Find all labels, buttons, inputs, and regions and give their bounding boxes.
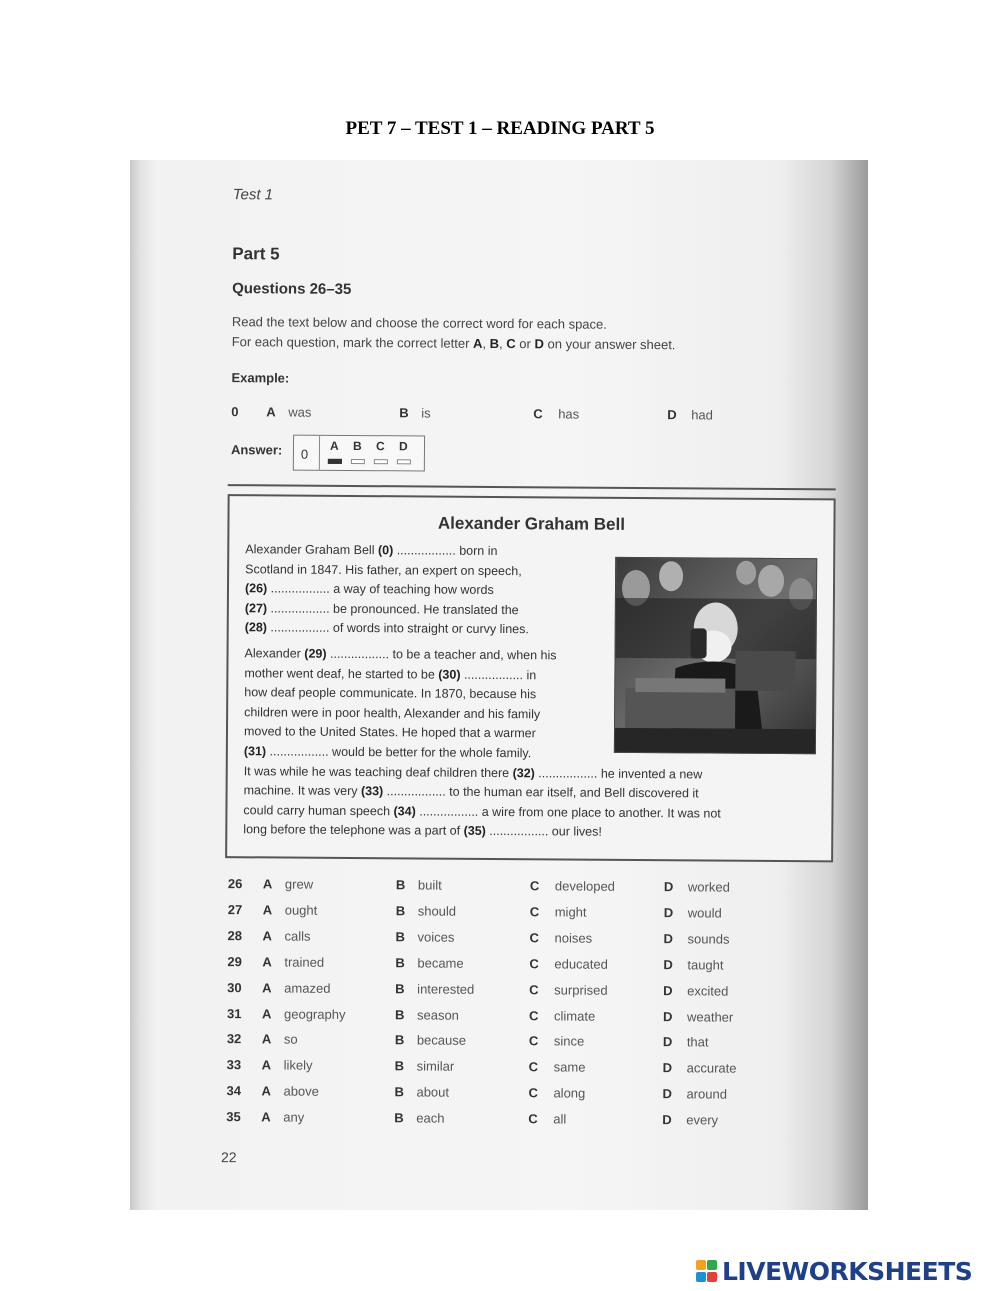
option-a: grew	[284, 876, 314, 892]
gap-number: (33)	[360, 784, 384, 799]
option-letter-a: A	[261, 1031, 272, 1047]
option-b: each	[416, 1110, 445, 1126]
option-c: along	[553, 1085, 586, 1101]
option-d: around	[686, 1086, 728, 1102]
page-number: 22	[220, 1149, 237, 1166]
question-row	[227, 1032, 787, 1056]
answer-number: 0	[300, 446, 309, 462]
gap-number: (29)	[304, 646, 327, 661]
option-letter-a: A	[261, 1109, 271, 1125]
passage-line: children were in poor health, Alexander and his family	[244, 704, 541, 722]
option-letter-a: A	[262, 979, 272, 996]
example-answer-box	[293, 435, 425, 472]
option-letter-d: D	[663, 982, 673, 998]
option-letter-a: A	[261, 1083, 271, 1099]
option-letter-c: C	[529, 878, 540, 894]
passage-line: Alexander Graham Bell (0) ................. born in	[245, 542, 498, 558]
question-number: 32	[226, 1031, 242, 1047]
option-letter-c: C	[528, 1007, 539, 1023]
option-b: became	[417, 955, 464, 971]
option-b: similar	[416, 1058, 455, 1075]
option-letter-d: D	[663, 956, 673, 972]
answer-letter-c: C	[375, 439, 385, 454]
passage-line: (28) ................. of words into straight or curvy lines.	[244, 620, 529, 637]
gap-number: (26)	[244, 581, 268, 596]
option-letter-b: B	[394, 1006, 405, 1022]
example-row: 0 A was B is C has D had	[231, 404, 713, 423]
option-c: climate	[553, 1007, 596, 1024]
option-b: should	[417, 903, 457, 919]
question-number: 29	[227, 953, 242, 969]
option-a: so	[283, 1031, 298, 1048]
answer-letter-b: B	[352, 438, 362, 454]
option-c: same	[553, 1059, 586, 1075]
answer-slot-a	[328, 459, 342, 464]
option-letter-d: D	[663, 930, 674, 947]
gap-number: (31)	[243, 744, 267, 759]
option-letter-d: D	[662, 1008, 673, 1024]
option-letter-a: A	[262, 876, 273, 892]
option-letter-b: B	[395, 929, 406, 945]
option-a: geography	[283, 1006, 346, 1022]
document-header: PET 7 – TEST 1 – READING PART 5	[345, 118, 655, 139]
scanned-page	[130, 160, 868, 1210]
liveworksheets-logo-mark	[696, 1259, 718, 1283]
example-label: Example:	[231, 370, 290, 386]
option-letter-c: C	[528, 1059, 539, 1075]
option-c: all	[553, 1111, 567, 1127]
option-letter-a: A	[262, 928, 273, 944]
option-letter-b: B	[394, 1032, 405, 1048]
question-row	[226, 1083, 786, 1107]
question-row	[227, 980, 787, 1004]
option-c: educated	[554, 956, 608, 972]
question-number: 33	[226, 1057, 242, 1073]
logo-square	[707, 1272, 717, 1282]
liveworksheets-logo	[696, 1257, 972, 1285]
option-letter-b: B	[395, 903, 406, 919]
option-letter-b: B	[394, 1058, 405, 1074]
question-number: 34	[226, 1083, 242, 1099]
option-letter-b: B	[395, 877, 406, 893]
option-d: taught	[687, 957, 724, 973]
question-row	[228, 876, 788, 900]
option-b: interested	[417, 981, 475, 997]
option-letter-c: C	[529, 981, 539, 997]
bell-telephone-photo	[614, 557, 817, 754]
passage-line: long before the telephone was a part of (35) ................. our lives!	[243, 822, 602, 840]
option-letter-a: A	[261, 1005, 272, 1021]
question-row	[227, 1006, 787, 1030]
option-letter-b: B	[394, 1084, 404, 1100]
option-b: built	[417, 877, 442, 893]
option-c: surprised	[554, 981, 608, 998]
option-c: developed	[554, 878, 615, 894]
option-b: because	[416, 1032, 467, 1049]
question-row	[228, 902, 788, 926]
option-letter-c: C	[528, 1085, 538, 1101]
option-letter-a: A	[261, 1057, 272, 1073]
photo-illustration	[615, 558, 817, 754]
option-a: above	[283, 1083, 319, 1099]
question-number: 28	[227, 927, 243, 944]
option-letter-a: A	[262, 954, 272, 970]
gap-number: (34)	[393, 803, 416, 819]
question-row	[227, 928, 787, 952]
option-d: would	[687, 905, 722, 921]
passage-line: could carry human speech (34) ................. a wire from one place to another. It was not	[243, 802, 721, 821]
option-b: voices	[417, 929, 455, 945]
option-c: since	[553, 1033, 585, 1050]
gap-number: (32)	[512, 765, 535, 780]
option-letter-d: D	[662, 1112, 672, 1128]
question-number: 35	[226, 1109, 241, 1125]
passage-line: how deaf people communicate. In 1870, because his	[244, 685, 537, 702]
option-letter-c: C	[529, 955, 539, 971]
option-a: likely	[283, 1057, 313, 1074]
answer-letter-d: D	[398, 439, 408, 454]
answer-letter-a: A	[329, 438, 339, 453]
question-number: 26	[227, 876, 243, 892]
text-title: Alexander Graham Bell	[437, 513, 626, 534]
answer-slot-d	[397, 459, 411, 464]
instructions	[232, 312, 676, 355]
answer-slot-b	[351, 459, 365, 464]
gap-number: (35)	[463, 824, 486, 839]
option-letter-b: B	[395, 954, 405, 971]
passage-line: machine. It was very (33) ................. to the human ear itself, and Bell discovered it	[243, 783, 699, 801]
option-a: trained	[284, 954, 325, 970]
liveworksheets-logo-text: LIVEWORKSHEETS	[722, 1256, 973, 1286]
question-number: 27	[227, 902, 243, 918]
gap-number: (28)	[244, 620, 268, 635]
option-a: calls	[284, 928, 311, 944]
passage-line: (26) ................. a way of teaching how words	[244, 581, 494, 598]
logo-square	[707, 1260, 717, 1270]
question-row	[227, 954, 787, 978]
passage-line: mother went deaf, he started to be (30) ................. in	[244, 665, 537, 682]
option-letter-a: A	[262, 902, 273, 918]
option-d: accurate	[686, 1060, 737, 1076]
option-c: noises	[554, 930, 593, 946]
option-letter-b: B	[395, 980, 405, 996]
option-b: season	[416, 1006, 460, 1023]
part-title: Part 5	[232, 244, 280, 264]
option-a: any	[283, 1109, 305, 1125]
option-letter-c: C	[528, 1033, 539, 1049]
gap-number: (0)	[377, 543, 394, 558]
option-c: might	[554, 904, 587, 920]
section-divider	[228, 484, 836, 490]
option-letter-d: D	[662, 1060, 673, 1076]
option-d: worked	[687, 879, 730, 895]
option-letter-d: D	[663, 905, 674, 921]
question-number: 30	[227, 979, 242, 995]
passage-line: moved to the United States. He hoped that a warmer	[243, 724, 536, 741]
instructions-line-1: Read the text below and choose the correct word for each space.	[231, 314, 607, 332]
option-letter-d: D	[663, 879, 674, 895]
answer-divider	[319, 436, 320, 470]
option-letter-c: C	[529, 904, 540, 920]
question-number: 31	[226, 1005, 242, 1021]
option-letter-c: C	[528, 1111, 538, 1127]
passage-line: It was while he was teaching deaf children there (32) ................. he invented a new	[243, 763, 703, 781]
gap-number: (27)	[244, 601, 268, 616]
passage-line: (31) ................. would be better for the whole family.	[243, 744, 532, 761]
option-d: every	[686, 1112, 719, 1128]
reading-text-box	[225, 494, 836, 862]
answer-slot-c	[374, 459, 388, 464]
option-letter-d: D	[662, 1034, 673, 1050]
passage-line: Scotland in 1847. His father, an expert on speech,	[245, 561, 522, 578]
instructions-line-2: For each question, mark the correct letter A, B, C or D on your answer sheet.	[231, 334, 676, 353]
option-d: that	[686, 1034, 709, 1050]
option-letter-d: D	[662, 1086, 672, 1102]
questions-title: Questions 26–35	[232, 280, 352, 298]
passage-line: (27) ................. be pronounced. He translated the	[244, 601, 519, 617]
question-row	[226, 1109, 786, 1133]
option-d: excited	[687, 982, 729, 999]
question-row	[227, 1057, 787, 1081]
test-label: Test 1	[232, 186, 274, 204]
option-d: weather	[686, 1008, 734, 1025]
option-letter-b: B	[394, 1110, 404, 1126]
passage-line: Alexander (29) ................. to be a teacher and, when his	[244, 646, 557, 663]
logo-square	[696, 1272, 706, 1282]
logo-square	[696, 1260, 706, 1270]
option-d: sounds	[687, 931, 730, 947]
answer-label: Answer:	[230, 442, 283, 458]
option-a: ought	[284, 902, 318, 918]
option-b: about	[416, 1084, 450, 1100]
option-a: amazed	[284, 980, 331, 996]
gap-number: (30)	[438, 667, 461, 682]
option-letter-c: C	[529, 930, 540, 946]
